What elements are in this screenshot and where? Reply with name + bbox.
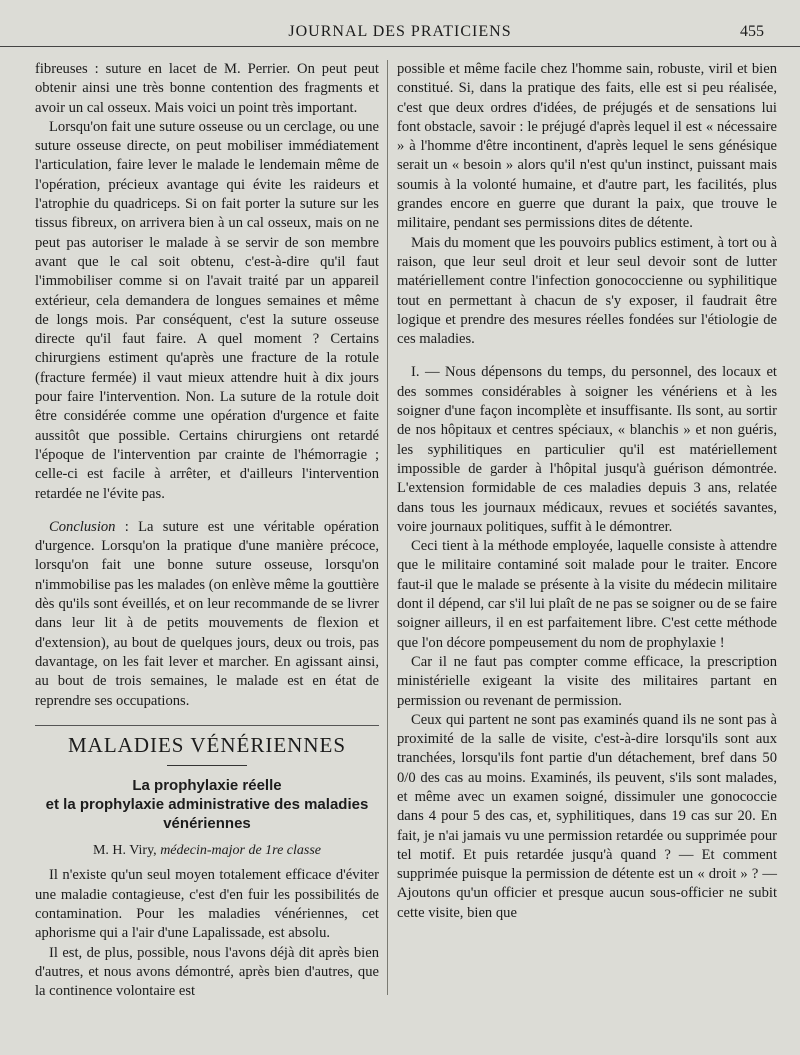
paragraph: Car il ne faut pas compter comme efficace, la prescription ministérielle exigeant la visite des militaires partant en permission ou revenant de permission. (397, 653, 777, 709)
paragraph: Il est, de plus, possible, nous l'avons déjà dit après bien d'autres, et nous avons démontré, après bien d'autres, que la continence volontaire est (35, 944, 379, 1000)
paragraph: possible et même facile chez l'homme sain, robuste, viril et bien constitué. Si, dans la pratique des faits, elle est si peu réalisée, c'est que deux ordres d'idées, de préjugés et de sensations lui font obstacle, savoir : le préjugé d'après lequel il est « nécessaire » à l'homme d'être incontinent, d'après lequel le sens génésique serait un « besoin » alors qu'il n'est qu'un instinct, puissant mais soumis à la volonté humaine, et d'autre part, les facilités, plus grandes encore en guerre que durant la paix, que trouve le militaire, pendant ses permissions dites de détente. (397, 61, 777, 232)
author-line (35, 841, 379, 860)
article-title-line: vénériennes (163, 815, 251, 833)
paragraph: Mais du moment que les pouvoirs publics estiment, à tort ou à raison, que leur seul droit et leur seul devoir sont de lutter matériellement contre l'infection gonococcienne ou syphilitique tout en permettant à chacun de s'y exposer, il faudrait être logique et prendre des mesures réelles fondées sur l'étiologie de ces maladies. (397, 234, 777, 348)
author-name: M. H. Viry, (92, 843, 161, 859)
conclusion-label: Conclusion (49, 518, 116, 535)
paragraph: Lorsqu'on fait une suture osseuse ou un cerclage, ou une suture osseuse directe, on peut mobiliser immédiatement l'articulation, faire lever le malade le lendemain même de l'opération, précieux avantage qui évite les raideurs et l'atrophie du quadriceps. Si on fait porter la suture sur les tissus fibreux, on arrivera bien à un cal osseux, mais on ne peut pas autoriser le malade à se servir de son membre avant que le cal soit obtenu, c'est-à-dire qu'il faut l'immobiliser comme si on l'avait traité par un appareil extérieur, cela demandera de longues semaines et même de longs mois. Par conséquent, c'est la suture osseuse directe qu'il faut faire. A quel moment ? Certains chirurgiens estiment qu'après une fracture de la rotule (fracture fermée) il vaut mieux attendre huit à dix jours pour faire l'intervention. Non. La suture de la rotule doit être considérée comme une opération d'urgence et faite aussitôt que possible. Certains chirurgiens ont retardé l'époque de l'intervention par crainte de l'hémorragie ; celle-ci est facile à arrêter, et d'ailleurs l'intervention retardée ne l'évite pas. (35, 118, 379, 502)
spacer (35, 504, 379, 518)
section-separator (35, 725, 379, 726)
paragraph: I. — Nous dépensons du temps, du personnel, des locaux et des sommes considérables à soigner les vénériens et à les soigner d'une façon incomplète et insuffisante. Ils sont, au sortir de nos hôpitaux et centres spéciaux, « blanchis » et non guéris, les syphilitiques en particulier qu'il est matériellement impossible de garder à l'hôpital jusqu'à guérison démontrée. L'extension formidable de ces maladies depuis 3 ans, relatée dans tous les journaux médicaux, revues et sociétés savantes, voire journaux politiques, suffit à le démontrer. (397, 364, 777, 535)
paragraph: Ceux qui partent ne sont pas examinés quand ils ne sont pas à proximité de la salle de visite, c'est-à-dire lorsqu'ils sont aux tranchées, lorsqu'ils font partie d'un détachement, bref dans 50 0/0 des cas au moins. Examinés, ils peuvent, s'ils sont malades, et même avec un examen soigné, dissimuler une gonococcie dans 4 pour 5 des cas, et, syphilitiques, dans 19 cas sur 20. En fait, je n'ai jamais vu une permission retardée ou supprimée pour tel motif. Et puis retardée jusqu'à quand ? — Et comment supprimée puisque la permission de détente est un « droit » ? — Ajoutons qu'un officier et presque aucun sous-officier ne subit cette visite, bien que (397, 711, 777, 921)
left-column (35, 60, 379, 1001)
running-header (0, 20, 800, 47)
article-title-line: La prophylaxie réelle (132, 777, 282, 795)
page-number: 455 (740, 23, 764, 40)
right-column (397, 60, 777, 923)
paragraph: Ceci tient à la méthode employée, laquelle consiste à attendre que le militaire contaminé soit malade pour le traiter. Encore faut-il que le malade se présente à la visite du médecin militaire dont il dépend, car s'il lui plaît de ne pas se soigner ou de se faire soigner ailleurs, il en est parfaitement libre. C'est cette méthode que l'on décore pompeusement du nom de prophylaxie ! (397, 538, 777, 651)
article-title-line: et la prophylaxie administrative des maladies (45, 796, 369, 814)
heading-rule (167, 765, 247, 766)
journal-title: JOURNAL DES PRATICIENS (288, 23, 512, 40)
author-role: médecin-major de 1re classe (160, 843, 322, 859)
conclusion-paragraph (35, 518, 379, 711)
paragraph: Il n'existe qu'un seul moyen totalement efficace d'éviter une maladie contagieuse, c'est d'en fuir les possibilités de contamination. Pour les maladies vénériennes, cet aphorisme qui a l'air d'une Lapalissade, est absolu. (35, 867, 379, 942)
spacer (397, 349, 777, 363)
section-heading: MALADIES VÉNÉRIENNES (67, 732, 347, 757)
conclusion-text: : La suture est une véritable opération d'urgence. Lorsqu'on la pratique d'une manière précoce, lorsqu'on fait une bonne suture osseuse, lorsqu'on n'immobilise pas les malades (on enlève même la gouttière dès qu'ils sont éveillés, et on leur recommande de se livrer dans leur lit à de petits mouvements de flexion et d'extension), au bout de quelques jours, deux ou trois, pas davantage, on les fait lever et marcher. En agissant ainsi, au bout de trois semaines, le malade est en état de reprendre ses occupations. (35, 518, 379, 709)
column-divider (387, 60, 388, 995)
paragraph: fibreuses : suture en lacet de M. Perrier. On peut peut obtenir ainsi une très bonne contention des fragments et avoir un cal osseux. Mais voici un point très important. (35, 61, 379, 116)
